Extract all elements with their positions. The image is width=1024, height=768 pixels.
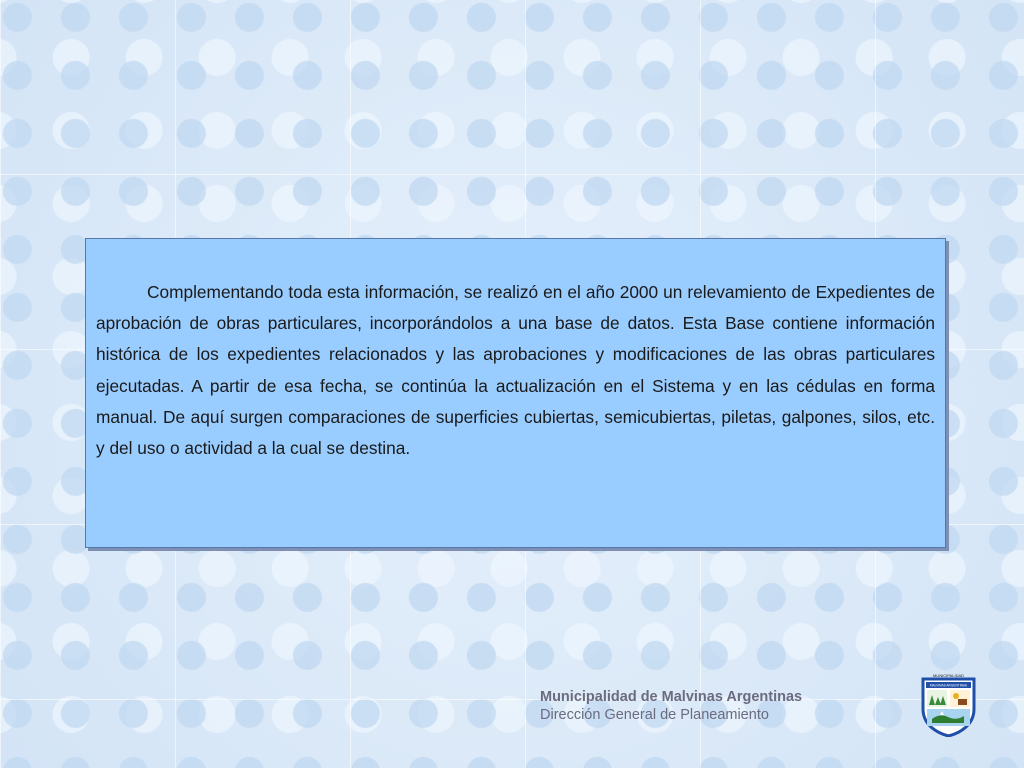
logo-banner-text: MALVINAS ARGENTINAS	[929, 683, 968, 688]
body-paragraph: Complementando toda esta información, se realizó en el año 2000 un relevamiento de Expedientes de aprobación de obras particulares, incorporándolos a una base de datos. Esta Base contiene información histórica de los expedientes relacionados y las aprobaciones y modificaciones de las obras particulares ejecutadas. A partir de esa fecha, se continúa la actualización en el Sistema y en las cédulas en forma manual. De aquí surgen comparaciones de superficies cubiertas, semicubiertas, piletas, galpones, silos, etc. y del uso o actividad a la cual se destina.	[96, 282, 935, 459]
footer	[540, 688, 870, 724]
text-box	[85, 238, 946, 548]
footer-department: Dirección General de Planeamiento	[540, 707, 769, 723]
footer-organization: Municipalidad de Malvinas Argentinas	[540, 689, 803, 705]
logo-top-text: MUNICIPALIDAD	[932, 673, 965, 678]
municipality-logo	[920, 671, 977, 737]
